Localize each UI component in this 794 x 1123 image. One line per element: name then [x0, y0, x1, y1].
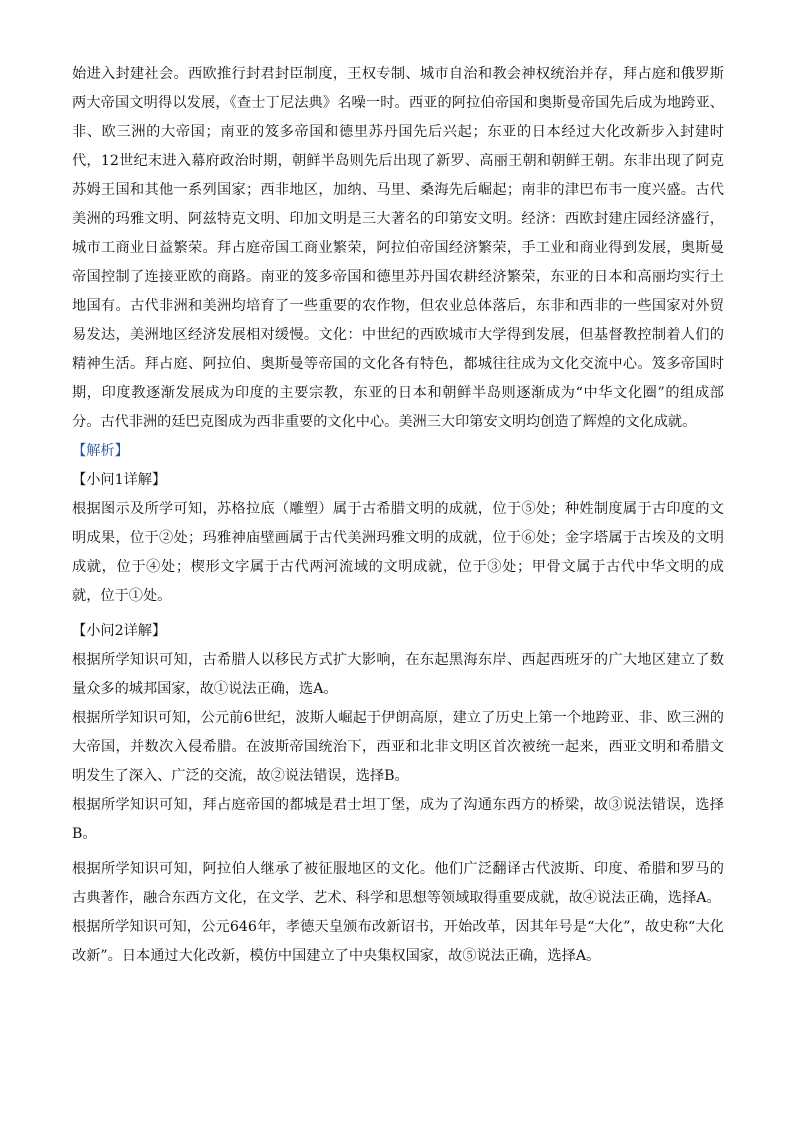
q2-heading: 【小问2详解】	[72, 623, 167, 639]
q2-answer-5: 根据所学知识可知，公元646年，孝德天皇颁布改新诏书，开始改革，因其年号是“大化”，故史称“大化改新”。日本通过大化改新，模仿中国建立了中央集权国家，故⑤说法正确，选择A。	[72, 919, 724, 964]
q2-answer-1: 根据所学知识可知，古希腊人以移民方式扩大影响，在东起黑海东岸、西起西班牙的广大地区建立了数量众多的城邦国家，故①说法正确，选A。	[72, 652, 724, 697]
q1-heading: 【小问1详解】	[72, 472, 167, 488]
document-page	[72, 60, 724, 971]
q2-answer-2: 根据所学知识可知，公元前6世纪，波斯人崛起于伊朗高原，建立了历史上第一个地跨亚、非、欧三洲的大帝国，并数次入侵希腊。在波斯帝国统治下，西亚和北非文明区首次被统一起来，西亚文明和希腊文明发生了深入、广泛的交流，故②说法错误，选择B。	[72, 710, 724, 784]
intro-paragraph: 始进入封建社会。西欧推行封君封臣制度，王权专制、城市自治和教会神权统治并存，拜占庭和俄罗斯两大帝国文明得以发展，《查士丁尼法典》名噪一时。西亚的阿拉伯帝国和奥斯曼帝国先后成为地跨亚、非、欧三洲的大帝国；南亚的笈多帝国和德里苏丹国先后兴起；东亚的日本经过大化改新步入封建时代，12世纪末进入幕府政治时期，朝鲜半岛则先后出现了新罗、高丽王朝和朝鲜王朝。东非出现了阿克苏姆王国和其他一系列国家；西非地区，加纳、马里、桑海先后崛起；南非的津巴布韦一度兴盛。古代美洲的玛雅文明、阿兹特克文明、印加文明是三大著名的印第安文明。经济：西欧封建庄园经济盛行，城市工商业日益繁荣。拜占庭帝国工商业繁荣，阿拉伯帝国经济繁荣，手工业和商业得到发展，奥斯曼帝国控制了连接亚欧的商路。南亚的笈多帝国和德里苏丹国农耕经济繁荣，东亚的日本和高丽均实行土地国有。古代非洲和美洲均培育了一些重要的农作物，但农业总体落后，东非和西非的一些国家对外贸易发达，美洲地区经济发展相对缓慢。文化：中世纪的西欧城市大学得到发展，但基督教控制着人们的精神生活。拜占庭、阿拉伯、奥斯曼等帝国的文化各有特色，都城往往成为文化交流中心。笈多帝国时期，印度教逐渐发展成为印度的主要宗教，东亚的日本和朝鲜半岛则逐渐成为“中华文化圈”的组成部分。古代非洲的廷巴克图成为西非重要的文化中心。美洲三大印第安文明均创造了辉煌的文化成就。	[72, 66, 724, 430]
q1-answer: 根据图示及所学可知，苏格拉底（雕塑）属于古希腊文明的成就，位于⑤处；种姓制度属于古印度的文明成果，位于②处；玛雅神庙壁画属于古代美洲玛雅文明的成就，位于⑥处；金字塔属于古埃及的文明成就，位于④处；楔形文字属于古代两河流域的文明成就，位于③处；甲骨文属于古代中华文明的成就，位于①处。	[72, 501, 724, 604]
q2-answer-3: 根据所学知识可知，拜占庭帝国的都城是君士坦丁堡，成为了沟通东西方的桥梁，故③说法错误，选择B。	[72, 797, 724, 842]
q2-answer-4: 根据所学知识可知，阿拉伯人继承了被征服地区的文化。他们广泛翻译古代波斯、印度、希腊和罗马的古典著作，融合东西方文化，在文学、艺术、科学和思想等领域取得重要成就，故④说法正确，选择A。	[72, 861, 724, 906]
analysis-heading: 【解析】	[72, 443, 129, 459]
